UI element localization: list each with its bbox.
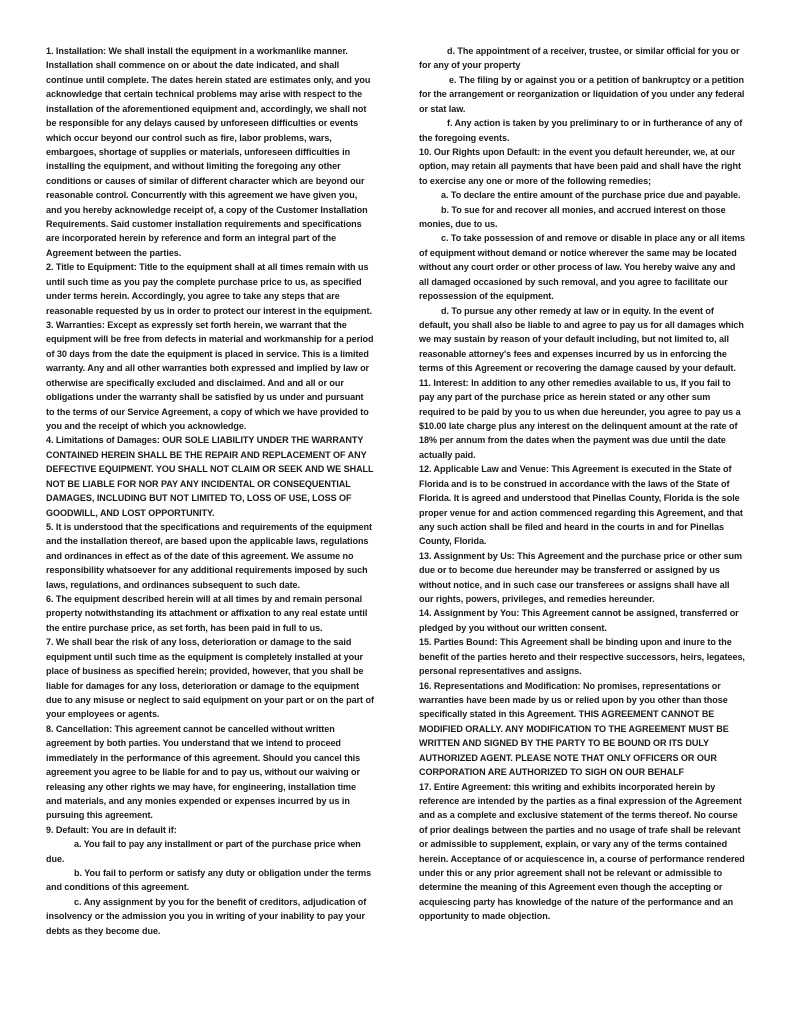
right-column (419, 44, 745, 924)
clause-7-risk-of-loss: 7. We shall bear the risk of any loss, deterioration or damage to the said equipment until such time as the equipment is completely installed at your place of business as specified herein; provided, however, that you shall be liable for damages for any loss, deterioration or damage to the equipment due to any misuse or neglect to said equipment on your part or on the part of your employees or agents. (46, 637, 374, 720)
clause-4-limitations-of-damages: 4. Limitations of Damages: OUR SOLE LIABILITY UNDER THE WARRANTY CONTAINED HEREIN SHALL BE THE REPAIR AND REPLACEMENT OF ANY DEFECTIVE EQUIPMENT. YOU SHALL NOT CLAIM OR SEEK AND WE SHALL NOT BE LIABLE FOR NOR PAY ANY INCIDENTAL OR CONSEQUENTIAL DAMAGES, INCLUDING BUT NOT LIMITED TO, LOSS OF USE, LOSS OF GOODWILL, AND LOST OPPORTUNITY. (46, 435, 374, 518)
clause-14-assignment-by-you: 14. Assignment by You: This Agreement cannot be assigned, transferred or pledged by you without our written consent. (419, 608, 739, 633)
clause-9f: f. Any action is taken by you preliminary to or in furtherance of any of the foregoing events. (419, 118, 743, 143)
clause-10b: b. To sue for and recover all monies, and accrued interest on those monies, due to us. (419, 204, 726, 230)
clause-15-parties-bound: 15. Parties Bound: This Agreement shall be binding upon and inure to the benefit of the parties hereto and their respective successors, heirs, legatees, personal representatives and assigns. (419, 637, 745, 677)
clause-2-title-to-equipment: 2. Title to Equipment: Title to the equipment shall at all times remain with us until such time as you pay the complete purchase price to us, as specified under terms herein. Accordingly, you agree to take any steps that are reasonable requested by us in order to protect our interest in the equipment. (46, 262, 372, 316)
clause-9-default: 9. Default: You are in default if: (46, 824, 177, 835)
clause-9c: c. Any assignment by you for the benefit of creditors, adjudication of insolvency or the admission you you in writing of your inability to pay your debts as they become due. (46, 896, 367, 936)
clause-6-personal-property: 6. The equipment described herein will at all times by and remain personal property notwithstanding its attachment or affixation to any real estate until the entire purchase price, as set forth, has been paid in full to us. (46, 594, 368, 633)
clause-9a: a. You fail to pay any installment or part of the purchase price when due. (46, 839, 361, 864)
clause-3-warranties: 3. Warranties: Except as expressly set forth herein, we warrant that the equipment will be free from defects in material and workmanship for a period of 30 days from the date the equipment is placed in service. This is a limited warranty. Any and all other warranties both expressed and implied by law or otherwise are specifically excluded and disclaimed. And and all or our obligations under the warranty shall be satisfied by us under and pursuant to the terms of our Service Agreement, a copy of which we have provided to you and the receipt of which you acknowledge. (46, 320, 374, 431)
clause-8-cancellation: 8. Cancellation: This agreement cannot be cancelled without written agreement by both parties. You understand that we intend to proceed immediately in the performance of this agreement. Should you cancel this agreement you agree to be liable for and to pay us, without our waiving or releasing any other rights we may have, for engineering, installation time and materials, and any monies expended or expenses incurred by us in pursuing this agreement. (46, 723, 361, 821)
clause-10d: d. To pursue any other remedy at law or in equity. In the event of default, you shall also be liable to and agree to pay us for all damages which we may sustain by reason of your default including, but not limited to, all reasonable attorney's fees and expenses incurred by us in enforcing the terms of this Agreement or recovering the damage caused by your default. (419, 305, 744, 374)
clause-9b: b. You fail to perform or satisfy any duty or obligation under the terms and conditions of this agreement. (46, 868, 372, 893)
clause-9e: e. The filing by or against you or a petition of bankruptcy or a petition for the arrangement or reorganization or liquidation of you under any federal or stat law. (419, 74, 745, 114)
clause-10a: a. To declare the entire amount of the purchase price due and payable. (441, 190, 741, 201)
clause-10-rights-upon-default: 10. Our Rights upon Default: in the event you default hereunder, we, at our option, may retain all payments that have been paid and shall have the right to exercise any one or more of the following remedies; (419, 146, 741, 186)
left-column (46, 44, 374, 938)
clause-5-specifications: 5. It is understood that the specifications and requirements of the equipment and the installation thereof, are based upon the applicable laws, regulations and ordinances in effect as of the date of this agreement. We assume no responsibility whatsoever for any additional requirements imposed by such laws, regulations, and ordinances subsequent to such date. (46, 521, 372, 590)
clause-11-interest: 11. Interest: In addition to any other remedies available to us, If you fail to pay any part of the purchase price as herein stated or any other sum required to be paid by you to us when due hereunder, you agree to pay us a $10.00 late charge plus any interest on the delinquent amount at the rate of 18% per annum from the dates when the payment was due until the date actually paid. (419, 377, 741, 460)
clause-17-entire-agreement: 17. Entire Agreement: this writing and exhibits incorporated herein by reference are intended by the parties as a final expression of the Agreement and as a complete and exclusive statement of the terms thereof. No course of prior dealings between the parties and no usage of trafe shall be relevant or admissible to supplement, explain, or vary any of the terms contained herein. Acceptance of or acquiescence in, a course of performance rendered under this or any prior agreement shall not be relevant or admissible to determine the meaning of this Agreement even though the accepting or acquiescing party has knowledge of the nature of the performance and an opportunity to made objection. (419, 781, 745, 922)
clause-12-applicable-law: 12. Applicable Law and Venue: This Agreement is executed in the State of Florida and is to be construed in accordance with the laws of the State of Florida. It is agreed and understood that Pinellas County, Florida is the sole proper venue for and action commenced regarding this Agreement, and that any such action shall be filed and heard in the courts in and for Pinellas County, Florida. (419, 464, 743, 547)
clause-16-representations: 16. Representations and Modification: No promises, representations or warranties have been made by us or relied upon by you other than those specifically stated in this Agreement. THIS AGREEMENT CANNOT BE MODIFIED ORALLY. ANY MODIFICATION TO THE AGREEMENT MUST BE WRITTEN AND SIGNED BY THE PARTY TO BE BOUND OR ITS DULY AUTHORIZED AGENT. PLEASE NOTE THAT ONLY OFFICERS OR OUR CORPORATION ARE AUTHORIZED TO SIGH ON OUR BEHALF (419, 680, 729, 778)
clause-10c: c. To take possession of and remove or disable in place any or all items of equipment without demand or notice wherever the same may be located without any court order or other process of law. You hereby waive any and all damaged occasioned by such removal, and you agree to facilitate our repossession of the equipment. (419, 233, 745, 302)
clause-1-installation: 1. Installation: We shall install the equipment in a workmanlike manner. Installation shall commence on or about the date indicated, and shall continue until complete. The dates herein stated are estimates only, and you acknowledge that certain technical problems may arise with respect to the installation of the aforementioned equipment and, accordingly, we shall not be responsible for any delays caused by unforeseen difficulties or events which occur beyond our control such as fire, labor problems, wars, embargoes, shortage of supplies or materials, unforeseen difficulties in installing the equipment, and without limiting the foregoing any other conditions or causes of similar of different character which are beyond our reasonable control. Concurrently with this agreement we have given you, and you hereby acknowledge receipt of, a copy of the Customer Installation Requirements. Said customer installation requirements and specifications are incorporated herein by reference and form an integral part of the Agreement between the parties. (46, 46, 371, 258)
clause-9d: d. The appointment of a receiver, trustee, or similar official for you or for any of your property (419, 46, 740, 71)
clause-13-assignment-by-us: 13. Assignment by Us: This Agreement and the purchase price or other sum due or to become due hereunder may be transferred or assigned by us without notice, and in such case our transferees or assigns shall have all our rights, powers, privileges, and remedies hereunder. (419, 550, 743, 605)
